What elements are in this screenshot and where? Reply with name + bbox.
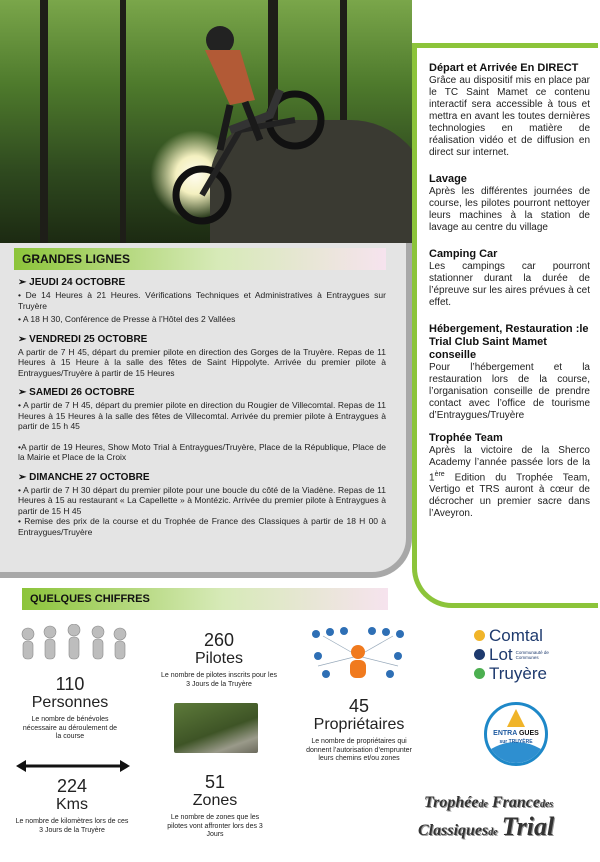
stat-desc: Le nombre de propriétaires qui donnent l’autorisation d’emprunter leurs chemins et/ou zones (306, 738, 412, 762)
network-people-icon (308, 626, 408, 684)
section-lavage (429, 173, 590, 234)
section-text: Grâce au dispositif mis en place par le TC Saint Mamet ce contenu interactif sera accessible à tous et mettra en avant les toutes dernières technologies en matière de réalisation vidéo et de diffusion en direct sur internet. (429, 75, 590, 158)
comtal-lot-truyere-logo (474, 626, 592, 682)
logo-dot (474, 668, 485, 679)
stat-label: Kms (56, 796, 88, 813)
logo-dot (474, 630, 485, 641)
day-jeudi (18, 277, 386, 325)
stat-personnes (14, 674, 126, 742)
section-trophee-team (429, 432, 590, 520)
logo-small-text: Communauté de Communes (515, 649, 549, 660)
people-icon (18, 624, 130, 668)
entraygues-logo (484, 702, 548, 766)
logo-word: Lot (489, 645, 513, 664)
section-title: Trophée Team (429, 432, 503, 444)
stat-proprietaires (286, 696, 432, 764)
section-text: Pour l’hébergement et la restauration lors de la course, l’organisation conseille de prendre contact avec l’office de tourisme d’Entraygues/Truyère (429, 362, 590, 421)
grandes-lignes-heading: GRANDES LIGNES (14, 248, 386, 270)
section-hebergement (429, 323, 590, 422)
info-column (412, 43, 598, 608)
section-title: Camping Car (429, 248, 498, 260)
stat-number: 110 (55, 674, 85, 694)
section-title: Hébergement, Restauration :le Trial Club Saint Mamet conseille (429, 323, 589, 361)
hero-photo-trial-rider (0, 0, 412, 243)
logo-word: Truyère (489, 664, 547, 683)
logo-dot (474, 649, 485, 660)
schedule-days (18, 277, 386, 543)
quelques-chiffres-heading: QUELQUES CHIFFRES (22, 588, 388, 610)
section-direct (429, 62, 590, 159)
section-text: Après les différentes journées de course, les pilotes pourront nettoyer leurs machines à la station de lavage au centre du village (429, 186, 590, 233)
stat-label: Personnes (31, 694, 109, 711)
day-line: A partir de 7 H 45, départ du premier pilote en direction des Gorges de la Truyère. Repas de 11 Heures à 15 Heure à la salle des fêtes de Saint Hippolyte. Arrivée du premier pilote à Entraygues/Truyère à partir de 15 Heures (18, 346, 386, 378)
stat-number: 51 (204, 772, 226, 792)
day-heading: ➢ VENDREDI 25 OCTOBRE (18, 333, 148, 345)
section-camping-car (429, 248, 590, 309)
stat-desc: Le nombre de bénévoles nécessaire au déroulement de la course (22, 716, 118, 740)
stat-label: Zones (192, 792, 238, 809)
zone-photo (174, 703, 258, 753)
section-text: Les campings car pourront stationner durant la durée de l’épreuve sur les aires prévues à cet effet. (429, 261, 590, 308)
stat-desc: Le nombre de zones que les pilotes vont affronter lors des 3 Jours (167, 814, 263, 838)
day-line: • Remise des prix de la course et du Trophée de France des Classiques à partir de 18 H 00 à Entraygues/Truyère (18, 516, 386, 537)
stat-desc: Le nombre de kilomètres lors de ces 3 Jours de la Truyère (15, 818, 129, 834)
logo-text: ENTRA GUES sur TRUYÈRE (493, 730, 539, 745)
day-heading: ➢ DIMANCHE 27 OCTOBRE (18, 471, 150, 483)
day-line: • A partir de 7 H 30 départ du premier pilote pour une boucle du côté de la Viadène. Repas de 11 Heures à 15 au restaurant « La Capellette » à Montézic. Arrivée du premier pilote à Entraygues à partir de 15 H 45 (18, 484, 386, 516)
stat-zones (150, 772, 280, 840)
day-line: • De 14 Heures à 21 Heures. Vérifications Techniques et Administratives à Entraygues sur Truyère (18, 290, 386, 311)
section-text: Après la victoire de la Sherco Academy l’année passée lors de la 1ère Edition du Trophée Team, Vertigo et TRS auront à cœur de décrocher un premier sacre dans l’Aveyron. (429, 445, 590, 520)
stat-desc: Le nombre de pilotes inscrits pour les 3 Jours de la Truyère (161, 672, 277, 688)
day-samedi (18, 387, 386, 463)
day-vendredi (18, 334, 386, 379)
stat-pilotes (154, 630, 284, 689)
stat-number: 45 (348, 696, 370, 716)
day-heading: ➢ SAMEDI 26 OCTOBRE (18, 387, 135, 398)
day-line: •A partir de 19 Heures, Show Moto Trial à Entraygues/Truyère, Place de la République, Place de la Mairie et Place de la Croix (18, 441, 386, 462)
double-arrow-icon (16, 758, 130, 774)
trophee-france-classiques-trial-logo: Trophéede Francedes Classiquesde Trial (418, 794, 555, 841)
stat-kms (10, 776, 134, 835)
stat-number: 260 (203, 630, 235, 650)
stat-number: 224 (56, 776, 88, 796)
section-title: Départ et Arrivée En DIRECT (429, 62, 579, 74)
day-line: • A partir de 7 H 45, départ du premier pilote en direction du Rougier de Villecomtal. Repas de 11 Heures à 15 Heures à la salle des fêtes de Villecomtal. Arrivée du premier pilote à Entraygues à partir de 15 h 45 (18, 400, 386, 431)
day-heading: ➢ JEUDI 24 OCTOBRE (18, 277, 126, 288)
stat-label: Pilotes (194, 650, 244, 667)
logo-word: Comtal (489, 626, 543, 645)
day-dimanche (18, 472, 386, 538)
day-line: • A 18 H 30, Conférence de Presse à l’Hôtel des 2 Vallées (18, 314, 236, 324)
section-title: Lavage (429, 173, 467, 185)
stat-label: Propriétaires (313, 716, 405, 733)
